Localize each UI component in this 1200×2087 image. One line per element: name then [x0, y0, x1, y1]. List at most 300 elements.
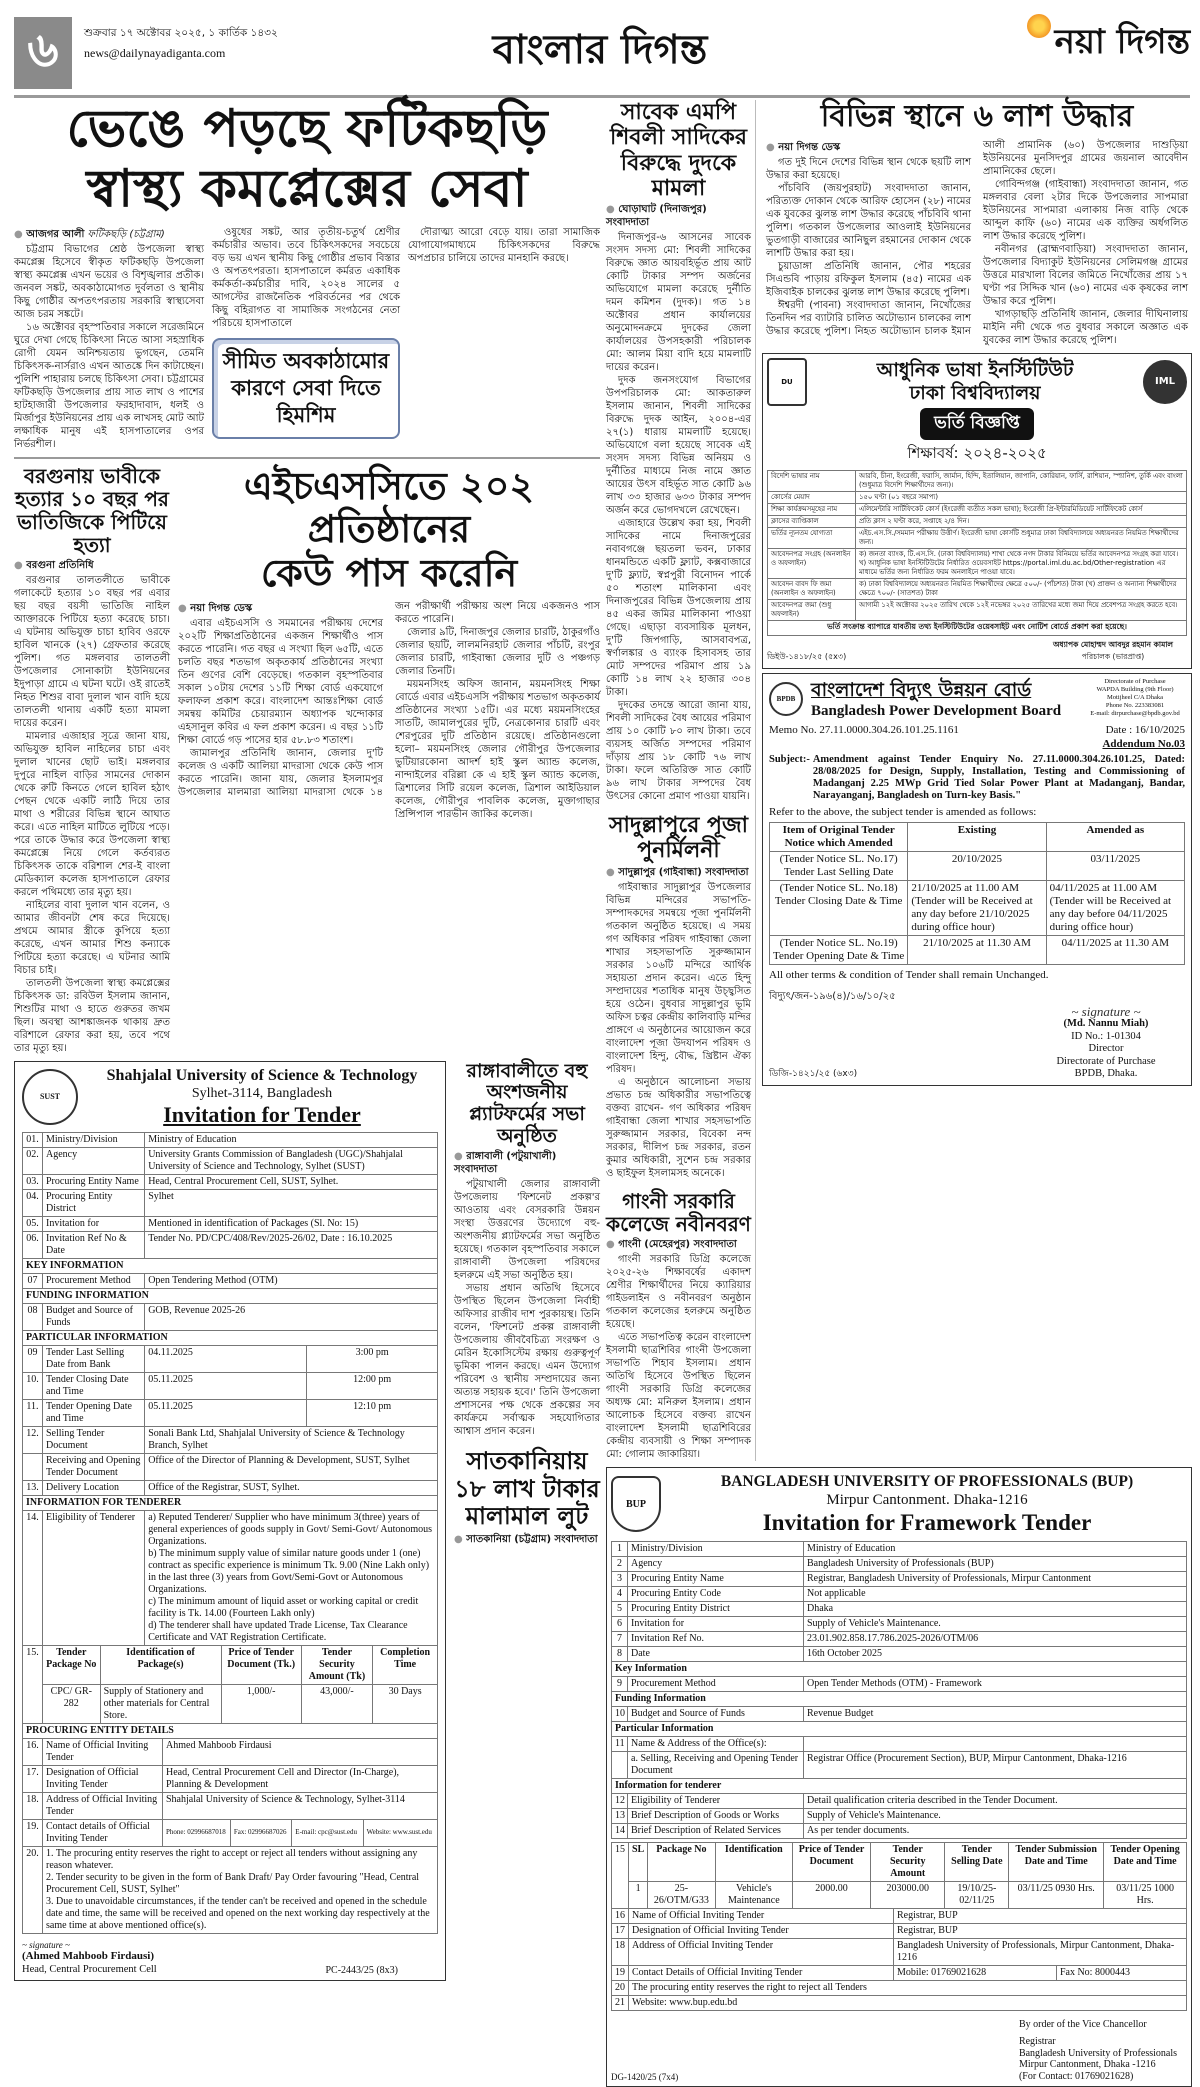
table-cell: 08	[23, 1303, 43, 1330]
article-gangni	[606, 1190, 751, 1461]
table-cell: 05.11.2025	[145, 1399, 307, 1426]
table-header: Completion Time	[373, 1645, 438, 1684]
table-cell: 5	[612, 1601, 628, 1616]
text-line: Mirpur Cantonment, Dhaka -1216	[1018, 2059, 1156, 2071]
table-cell	[612, 1751, 628, 1778]
paragraph: তালতলী উপজেলা স্বাস্থ্য কমপ্লেক্সের চিকিৎসক ডা: রবিউল ইসলাম জানান, শিশুটির মাথা ও হাতে গুরুতর জখম ছিল। অবস্থা আশঙ্কাজনক থাকায় দ্রুত বরিশালে রেফার করা হয়, তবে পথে তার মৃত্যু হয়।	[14, 977, 170, 1054]
table-row	[23, 1765, 438, 1792]
bup-package-table	[611, 1842, 1187, 1909]
table-row	[612, 1995, 1187, 2010]
table-cell: 03/11/25 1000 Hrs.	[1104, 1881, 1187, 1908]
table-cell: কোর্সের মেয়াদ	[768, 491, 856, 503]
table-cell: Open Tender Methods (OTM) - Framework	[804, 1676, 1187, 1691]
table-row	[23, 1303, 438, 1330]
table-cell: (Tender Notice SL. No.18) Tender Closing Date & Time	[770, 880, 908, 935]
table-row	[768, 470, 1187, 491]
table-header: Price of Tender Document	[793, 1842, 871, 1881]
table-row	[612, 1980, 1187, 1995]
rangabali-text	[454, 1178, 600, 1438]
table-row	[23, 1273, 438, 1288]
text-line: Registrar	[1018, 2036, 1056, 2048]
table-cell: 12	[612, 1793, 628, 1808]
paragraph: খাগড়াছড়ি প্রতিনিধি জানান, জেলার দীঘিনালায় মাইনি নদী থেকে গত বুধবার সকালে অজ্ঞাত এক যুবকের লাশ উদ্ধার করেছে পুলিশ।	[983, 308, 1188, 346]
table-cell: Agency	[628, 1556, 804, 1571]
table-cell: 01.	[23, 1132, 43, 1147]
table-row	[23, 1174, 438, 1189]
table-cell: 13	[612, 1808, 628, 1823]
paragraph: জেলার ৯টি, দিনাজপুর জেলার চারটি, ঠাকুরগাঁও জেলার ছয়টি, লালমনিরহাট জেলার পাঁচটি, রংপুর জেলার চারটি, গাইবান্ধা জেলার দুটি ও পঞ্চগড় জেলার তিনটি।	[395, 626, 600, 677]
subject-label: Subject:-	[769, 753, 810, 765]
table-row	[612, 1616, 1187, 1631]
section-heading: PARTICULAR INFORMATION	[23, 1330, 438, 1345]
lead-callout-box: সীমিত অবকাঠামোর কারণে সেবা দিতে হিমশিম	[212, 338, 400, 440]
table-cell: Registrar, BUP	[894, 1923, 1187, 1938]
table-row	[768, 599, 1187, 620]
table-cell: 30 Days	[373, 1684, 438, 1723]
table-cell: আগামী ১২ই অক্টোবর ২০২৫ তারিখ থেকে ১২ই নভেম্বর ২০২৫ তারিখের মধ্যে জমা দিয়ে প্রবেশপত্র সংগ্রহ করতে হবে।	[856, 599, 1187, 620]
shibli-text	[606, 231, 751, 803]
article-bodies-recovered	[762, 100, 1192, 347]
table-cell: Supply of Vehicle's Maintenance.	[804, 1616, 1187, 1631]
paragraph: দিনাজপুর-৬ আসনের সাবেক সংসদ সদস্য মো: শিবলী সাদিকের বিরুদ্ধে জ্ঞাত আয়বহির্ভূত প্রায় আট কোটি টাকার সম্পদ অর্জনের অভিযোগে মামলা করেছে দুর্নীতি দমন কমিশন (দুদক)। গত ১৪ অক্টোবর প্রধান কার্যালয়ের অনুমোদনক্রমে দুদকের জেলা কার্যালয়ের উপসহকারী পরিচালক মো: আলম মিয়া বাদি হয়ে মামলাটি দায়ের করেন।	[606, 232, 751, 374]
issue-date: শুক্রবার ১৭ অক্টোবর ২০২৫, ১ কার্তিক ১৪৩২	[84, 27, 278, 39]
table-cell: আবেদনপত্র সংগ্রহ (অনলাইন ও অফলাইন)	[768, 548, 856, 578]
paragraph: গাংনী সরকারি ডিগ্রি কলেজে ২০২৫-২৬ শিক্ষাবর্ষের একাদশ শ্রেণীর শিক্ষার্থীদের নিয়ে ক্যারিয়ার গাইডলাইন ও নবীনবরণ অনুষ্ঠান গতকাল কলেজের হলরুমে অনুষ্ঠিত হয়েছে।	[606, 1253, 751, 1330]
table-cell: আরবি, চীনা, ইংরেজী, ফরাসি, জার্মান, হিন্দি, ইতালিয়ান, জাপানি, কোরিয়ান, ফার্সি, রাশিয়ান, স্প্যানিশ, তুর্কি এবং বাংলা (শুধুমাত্র বিদেশি শিক্ষার্থীদের জন্য)।	[856, 470, 1187, 491]
bpdb-closing: All other terms & condition of Tender shall remain Unchanged.	[769, 968, 1049, 981]
paragraph: দৌরাত্ম্য আরো বেড়ে যায়। তারা সামাজিক যোগাযোগমাধ্যমে চিকিৎসকদের বিরুদ্ধে অপপ্রচার চালিয়ে তাদের মানহানি করছে।	[408, 226, 600, 264]
table-cell: Invitation for	[628, 1616, 804, 1631]
table-row	[612, 1691, 1187, 1706]
table-cell: 2000.00	[793, 1881, 871, 1908]
table-cell: Designation of Official Inviting Tender	[629, 1923, 894, 1938]
bpdb-code: ডিজি-১৪২১/২৫ (৬x৩)	[769, 1068, 858, 1079]
text-line: BPDB, Dhaka.	[1074, 1068, 1138, 1079]
borguna-byline: ● বরগুনা প্রতিনিধি	[14, 559, 170, 572]
paragraph: পটুয়াখালী জেলার রাঙ্গাবালী উপজেলায় 'ফিশনেট প্রকল্প'র আওতায় এবং বেসরকারি উন্নয়ন সংস্থা উত্তরণের উদ্যোগে বহু-অংশজনীয় প্ল্যাটফর্মের সভা অনুষ্ঠিত হয়েছে। গতকাল বৃহস্পতিবার সকালে রাঙ্গাবালী উপজেলা পরিষদের হলরুমে এই সভা অনুষ্ঠিত হয়।	[454, 1178, 600, 1281]
table-row	[612, 1631, 1187, 1646]
table-cell: Head, Central Procurement Cell, SUST, Sylhet.	[145, 1174, 438, 1189]
bup-address: Mirpur Cantonment. Dhaka-1216	[826, 1491, 1028, 1508]
table-cell: Open Tendering Method (OTM)	[145, 1273, 438, 1288]
table-cell: Supply of Vehicle's Maintenance.	[804, 1808, 1187, 1823]
table-cell: Eligibility of Tenderer	[43, 1510, 145, 1645]
table-cell: 10	[612, 1706, 628, 1721]
bup-tender-ad	[606, 1467, 1192, 2087]
table-cell: 1	[612, 1541, 628, 1556]
table-cell: 05.11.2025	[145, 1372, 307, 1399]
bpdb-signatory: (Md. Nannu Miah)	[1063, 1018, 1149, 1029]
borguna-headline: বরগুনায় ভাবীকে হত্যার ১০ বছর পর ভাতিজিকে পিটিয়ে হত্যা	[15, 463, 169, 557]
table-cell: ক) জনতা ব্যাংক, টি.এস.সি. (ঢাকা বিশ্ববিদ্যালয়) শাখা থেকে নগদ টাকার বিনিময়ে ভর্তির আবেদনপত্র সংগ্রহ করা যাবে। খ) আধুনিক ভাষা ইনস্টিটিউটের নির্ধারিত ওয়েবসাইট https://portal.iml.du.ac.bd/Other-registration এর মাধ্যমে ভর্তির জন্য নির্ধারিত ফরম অনলাইনে পাওয়া যাবে।	[856, 548, 1187, 578]
du-ad-code: ডিইউ-১৪১৮/২৫ (৫x৩)	[767, 651, 847, 661]
text-line: ID No.: 1-01304	[1071, 1030, 1141, 1042]
table-row	[23, 1645, 438, 1684]
table-cell: প্রতি ক্লাস ২ ঘণ্টা করে, সপ্তাহে ২/৪ দিন।	[856, 515, 1187, 527]
bup-sig-lines	[1019, 2036, 1177, 2082]
table-cell: 8	[612, 1646, 628, 1661]
lead-headline-line2: স্বাস্থ্য কমপ্লেক্সের সেবা	[86, 158, 528, 219]
table-header: Tender Selling Date	[945, 1842, 1009, 1881]
table-cell: a. Selling, Receiving and Opening Tender Document	[628, 1751, 804, 1778]
table-cell: Agency	[43, 1147, 145, 1174]
table-row	[23, 1495, 438, 1510]
table-cell: Date	[628, 1646, 804, 1661]
table-cell: 25-26/OTM/G33	[648, 1881, 715, 1908]
table-row	[612, 1881, 1187, 1908]
table-cell: Eligibility of Tenderer	[628, 1793, 804, 1808]
table-cell: Budget and Source of Funds	[43, 1303, 145, 1330]
table-cell: Registrar, Bangladesh University of Professionals, Mirpur Cantonment	[804, 1571, 1187, 1586]
table-cell: 16	[612, 1908, 629, 1923]
table-cell: Website: www.sust.edu	[363, 1819, 437, 1846]
du-signatory: অধ্যাপক মোহাম্মদ আবদুর রহমান কামাল	[1052, 639, 1173, 649]
section-heading: KEY INFORMATION	[23, 1258, 438, 1273]
table-cell: আবেদনপত্র জমা (শুধু অফলাইন)	[768, 599, 856, 620]
table-cell: Supply of Stationery and other materials for Central Store.	[100, 1684, 221, 1723]
table-row	[768, 515, 1187, 527]
text-line: Phone No. 223383081	[1105, 701, 1165, 709]
paragraph: পাঁচবিবি (জয়পুরহাট) সংবাদদাতা জানান, পরিত্যক্ত দোকান থেকে আরিফ হোসেন (২৮) নামের এক যুবকের ঝুলন্ত লাশ উদ্ধার করেছে পাঁচবিবি থানা পুলিশ। গতকাল উপজেলার আওলাই ইউনিয়নের ভুতগাড়ী বাজারের আনিছুল রহমানের দোকান থেকে লাশটি উদ্ধার করা হয়।	[766, 182, 971, 259]
bup-logo-icon: BUP	[611, 1476, 661, 1532]
table-row	[23, 1792, 438, 1819]
table-cell: Name & Address of the Office(s):	[628, 1736, 804, 1751]
lead-col-2	[212, 226, 400, 448]
table-row	[612, 1661, 1187, 1676]
paragraph: সভায় প্রধান অতিথি হিসেবে উপস্থিত ছিলেন উপজেলা নির্বাহী অফিসার রাজীব দাশ পুরকায়স্থ। তিনি বলেন, 'ফিশনেট প্রকল্প রাঙ্গাবালী উপজেলায় জীববৈচিত্র্য সংরক্ষণ ও মেরিন ইকোসিস্টেম রক্ষায় গুরুত্বপূর্ণ ভূমিকা পালন করছে। এমন উদ্যোগ পরিবেশ ও স্থানীয় সম্প্রদায়ের জন্য অত্যন্ত সহায়ক হবে।' তিনি উপজেলা প্রশাসনের পক্ষ থেকে প্রকল্পের সব কার্যক্রমে সর্বাত্মক সহযোগিতার আশ্বাস প্রদান করেন।	[454, 1282, 600, 1437]
table-row	[770, 851, 1185, 880]
lead-col2-text	[212, 226, 400, 330]
table-cell: 21	[612, 1995, 629, 2010]
table-cell: Brief Description of Goods or Works	[628, 1808, 804, 1823]
table-cell: 20.	[23, 1846, 43, 1933]
table-cell: 03.	[23, 1174, 43, 1189]
lead-article	[14, 100, 600, 451]
bup-info-table	[611, 1541, 1187, 1839]
table-cell: 04/11/2025 at 11.30 AM	[1046, 935, 1184, 964]
table-cell: Website: www.bup.edu.bd	[629, 1995, 1187, 2010]
paragraph: দুদক জনসংযোগ বিভাগের উপপরিচালক মো: আকতারুল ইসলাম জানান, শিবলী সাদিকের বিরুদ্ধে দুদক আইন, ২০০৪-এর ২৭(১) ধারায় মামলাটি হয়েছে। অভিযোগে বলা হয়েছে সাবেক এই সংসদ সদস্য বিভিন্ন অনিয়ম ও দুর্নীতির মাধ্যমে নিজ নামে জ্ঞাত আয়ের উৎস বহির্ভূত সাত কোটি ৯৬ লাখ ৩৩ হাজার ৬৩৩ টাকার সম্পদ অর্জন করে ভোগদখলে রেখেছেন।	[606, 375, 751, 517]
table-cell: 11	[612, 1736, 628, 1751]
table-cell: 19.	[23, 1819, 43, 1846]
section-heading: FUNDING INFORMATION	[23, 1288, 438, 1303]
table-header: Existing	[908, 822, 1046, 851]
bup-official-table	[611, 1908, 1187, 2011]
text-line: WAPDA Building (9th Floor)	[1096, 685, 1174, 693]
bup-signature-block	[1019, 2019, 1177, 2083]
header-rule	[14, 95, 1190, 98]
bpdb-address	[1085, 678, 1185, 718]
table-row	[612, 1938, 1187, 1965]
table-row	[768, 527, 1187, 548]
table-row	[23, 1684, 438, 1723]
table-cell: 15	[612, 1842, 629, 1908]
table-cell: Invitation for	[43, 1216, 145, 1231]
table-cell: (Tender Notice SL. No.17) Tender Last Selling Date	[770, 851, 908, 880]
section-heading: Key Information	[612, 1661, 1187, 1676]
sust-info-table	[22, 1132, 438, 1646]
bpdb-sig-lines	[1031, 1031, 1181, 1081]
sust-title: Invitation for Tender	[163, 1101, 361, 1127]
table-row	[768, 503, 1187, 515]
table-cell: 02.	[23, 1147, 43, 1174]
paragraph: এতে সভাপতিত্ব করেন বাংলাদেশ ইসলামী ছাত্রশিবির গাংনী উপজেলা সভাপতি শিহাব ইসলাম। প্রধান অতিথি হিসেবে উপস্থিত ছিলেন গাংনী সরকারি ডিগ্রি কলেজের অধ্যক্ষ মো: মনিরুল ইসলাম। প্রধান আলোচক হিসেবে বক্তব্য রাখেন বাংলাদেশ ইসলামী ছাত্রশিবিরের কেন্দ্রীয় ব্যবসায়ী ও শিক্ষা সম্পাদক মো: গোলাম জাকারিয়া।	[606, 1331, 751, 1460]
table-cell: Delivery Location	[43, 1480, 145, 1495]
table-cell: Selling Tender Document	[43, 1426, 145, 1453]
table-row	[23, 1723, 438, 1738]
table-row	[23, 1480, 438, 1495]
du-ad-table	[767, 470, 1187, 621]
table-cell: 4	[612, 1586, 628, 1601]
section-heading: Funding Information	[612, 1691, 1187, 1706]
text-line: (For Contact: 01769021628)	[1018, 2070, 1134, 2082]
table-header: SL	[629, 1842, 648, 1881]
du-ad-session: শিক্ষাবর্ষ: ২০২৪-২০২৫	[907, 443, 1047, 462]
table-cell: Ministry of Education	[804, 1541, 1187, 1556]
article-sadullapur	[606, 813, 751, 1180]
table-cell: Tender Closing Date and Time	[43, 1372, 145, 1399]
table-header: Tender Submission Date and Time	[1009, 1842, 1104, 1881]
paragraph: চুয়াডাঙ্গা প্রতিনিধি জানান, পৌর শহরের সিএন্ডবি পাড়ায় রফিকুল ইসলাম (৪৫) নামের এক ইজিবাইক চালকের ঝুলন্ত লাশ উদ্ধার করেছে পুলিশ।	[766, 260, 971, 298]
table-header: Package No	[648, 1842, 715, 1881]
bodies-headline: বিভিন্ন স্থানে ৬ লাশ উদ্ধার	[820, 99, 1134, 134]
sust-logo-icon: SUST	[22, 1069, 78, 1125]
table-cell: Bangladesh University of Professionals (BUP)	[804, 1556, 1187, 1571]
paragraph: ১৬ অক্টোবর বৃহস্পতিবার সকালে সরেজমিনে ঘুরে দেখা গেছে চিকিৎসা নিতে আসা সহস্রাধিক রোগী যেমন অনিশ্চয়তায় ভুগছেন, তেমনি চিকিৎসক-নার্সরাও এখন আতঙ্কে দিন কাটাচ্ছেন। পুলিশি পাহারায় চলছে চিকিৎসা সেবা। চট্টগ্রামের ফটিকছড়ি উপজেলার প্রায় সাত লাখ ও পাশের হাটহাজারী উপজেলার ফরহাদাবাদ, ধলই ও মির্জাপুর ইউনিয়নের প্রায় এক লাখসহ মোট আট লক্ষাধিক মানুষ এই হাসপাতালের ওপর নির্ভরশীল।	[14, 321, 204, 450]
sadullapur-headline: সাদুল্লাপুরে পূজা পুনর্মিলনী	[608, 813, 749, 864]
table-cell: Detail qualification criteria described in the Tender Document.	[804, 1793, 1187, 1808]
table-cell: University Grants Commission of Bangladesh (UGC)/Shahjalal University of Science and Technology, Sylhet (SUST)	[145, 1147, 438, 1174]
text-line: Motijheel C/A Dhaka	[1107, 693, 1163, 701]
table-cell: (Tender Notice SL. No.19) Tender Opening Date & Time	[770, 935, 908, 964]
gangni-byline: ● গাংনী (মেহেরপুর) সংবাদদাতা	[606, 1238, 751, 1251]
table-row	[23, 1426, 438, 1453]
table-row	[23, 1132, 438, 1147]
table-header: Identification	[715, 1842, 793, 1881]
table-cell: Shahjalal University of Science & Technology, Sylhet-3114	[163, 1792, 438, 1819]
table-row	[612, 1751, 1187, 1778]
table-row	[612, 1793, 1187, 1808]
gangni-text	[606, 1253, 751, 1461]
article-rangabali	[454, 1061, 600, 1438]
table-cell: 20/10/2025	[908, 851, 1046, 880]
table-cell: এইচ.এস.সি./সমমান পরীক্ষায় উত্তীর্ণ। ইংরেজী ভাষা কোর্সটি শুধুমাত্র ঢাকা বিশ্ববিদ্যালয়ে অধ্যয়নরত নিয়মিত শিক্ষার্থীদের জন্য।	[856, 527, 1187, 548]
table-cell: Budget and Source of Funds	[628, 1706, 804, 1721]
page-number: ৬	[14, 17, 72, 89]
bodies-text	[766, 139, 1188, 347]
table-cell: Contact Details of Official Inviting Tender	[629, 1965, 894, 1980]
bpdb-amendment-table	[769, 822, 1185, 965]
du-ad-title-2: ঢাকা বিশ্ববিদ্যালয়	[909, 381, 1041, 404]
right-section	[606, 100, 1192, 2087]
table-cell: 04/11/2025 at 11.00 AM (Tender will be Received at any day before 04/11/2025 during office hour)	[1046, 880, 1184, 935]
sust-entity-table	[22, 1723, 438, 1934]
table-row	[612, 1601, 1187, 1616]
bup-order: By order of the Vice Chancellor	[1018, 2018, 1147, 2030]
table-cell: Invitation Ref No & Date	[43, 1231, 145, 1258]
table-row	[23, 1399, 438, 1426]
table-cell	[23, 1453, 43, 1480]
shibli-byline: ● ঘোড়াঘাট (দিনাজপুর) সংবাদদাতা	[606, 203, 751, 229]
lead-headline-line1: ভেঙে পড়ছে ফটিকছড়ি	[66, 99, 548, 159]
newspaper-logo: নয়া দিগন্ত	[1054, 22, 1190, 62]
section-rule	[14, 457, 600, 459]
du-logo-icon: DU	[767, 358, 807, 406]
table-cell: Vehicle's Maintenance	[715, 1881, 793, 1908]
table-cell: 21/10/2025 at 11.00 AM (Tender will be Received at any day before 21/10/2025 during office hour)	[908, 880, 1046, 935]
table-cell: 20	[612, 1980, 629, 1995]
table-row	[23, 1330, 438, 1345]
du-ad-note: ভর্তি সংক্রান্ত ব্যাপারে যাবতীয় তথ্য ইনস্টিটিউটের ওয়েবসাইট এবং নোটিশ বোর্ডে প্রকাশ করা হয়েছে।	[767, 621, 1187, 636]
sadullapur-text	[606, 881, 751, 1180]
table-row	[23, 1372, 438, 1399]
table-cell: GOB, Revenue 2025-26	[145, 1303, 438, 1330]
table-row	[768, 548, 1187, 578]
table-header: Amended as	[1046, 822, 1184, 851]
table-row	[23, 1189, 438, 1216]
table-row	[768, 578, 1187, 599]
table-row	[23, 1231, 438, 1258]
table-cell	[804, 1736, 1187, 1751]
table-cell: 16th October 2025	[804, 1646, 1187, 1661]
du-ad-title-1: আধুনিক ভাষা ইনস্টিটিউট	[876, 358, 1074, 381]
byline-name: আজগর আলী	[26, 228, 85, 240]
table-cell: 7	[612, 1631, 628, 1646]
table-cell: Tender Opening Date and Time	[43, 1399, 145, 1426]
table-cell: Revenue Budget	[804, 1706, 1187, 1721]
table-row	[612, 1676, 1187, 1691]
sust-package-table	[22, 1645, 438, 1724]
table-cell: Address of Official Inviting Tender	[629, 1938, 894, 1965]
table-cell: 14.	[23, 1510, 43, 1645]
table-cell: শিক্ষা কার্যক্রমসমূহের নাম	[768, 503, 856, 515]
bpdb-addendum-no: Addendum No.03	[1102, 737, 1185, 750]
sust-signature-mark-icon: ~ signature ~	[22, 1939, 70, 1950]
table-cell: 12.	[23, 1426, 43, 1453]
table-cell: Procuring Entity District	[43, 1189, 145, 1216]
table-row	[23, 1510, 438, 1645]
bpdb-name-en: Bangladesh Power Development Board	[811, 702, 1062, 719]
table-row	[612, 1736, 1187, 1751]
table-cell: 06.	[23, 1231, 43, 1258]
lead-col-1	[14, 226, 204, 451]
table-cell: 3:00 pm	[307, 1345, 438, 1372]
hsc-text	[178, 600, 600, 821]
table-cell: বিদেশি ভাষার নাম	[768, 470, 856, 491]
contact-email[interactable]: news@dailynayadiganta.com	[84, 46, 226, 60]
table-cell: 11.	[23, 1399, 43, 1426]
paragraph: ঈশ্বরদী (পাবনা) সংবাদদাতা জানান, নিখোঁজের তিনদিন পর ব্যাটারি চালিত অটোভ্যান চালকের লাশ উদ্ধার করেছে পুলিশ। নিহত অটোভ্যান চালক ইমান আলী প্রামানিক (৬০) উপজেলার দাশুড়িয়া ইউনিয়নের মুনসিদপুর গ্রামের জয়নাল আবেদীন প্রামানিকের ছেলে।	[766, 139, 1188, 337]
table-cell: E-mail: cpc@sust.edu	[292, 1819, 363, 1846]
table-cell: 16.	[23, 1738, 43, 1765]
paragraph: গত দুই দিনে দেশের বিভিন্ন স্থান থেকে ছয়টি লাশ উদ্ধার করা হয়েছে।	[766, 156, 971, 181]
table-cell: Ministry/Division	[628, 1541, 804, 1556]
table-row	[23, 1819, 438, 1846]
table-cell: Ministry of Education	[145, 1132, 438, 1147]
table-cell: Fax: 02996687026	[230, 1819, 291, 1846]
table-cell: Phone: 02996687018	[163, 1819, 231, 1846]
satkania-headline: সাতকানিয়ায় ১৮ লাখ টাকার মালামাল লুট	[454, 1446, 600, 1531]
table-cell: 2	[612, 1556, 628, 1571]
bup-code: DG-1420/25 (7x4)	[611, 2072, 679, 2083]
table-row	[612, 1842, 1187, 1881]
table-cell: 19/10/25-02/11/25	[945, 1881, 1009, 1908]
rangabali-headline: রাঙ্গাবালীতে বহু অংশজনীয় প্ল্যাটফর্মের সভা অনুষ্ঠিত	[466, 1059, 588, 1148]
table-cell: Name of Official Inviting Tender	[629, 1908, 894, 1923]
table-cell: 21/10/2025 at 11.30 AM	[908, 935, 1046, 964]
table-cell: 43,000/-	[301, 1684, 373, 1723]
sust-signatory: (Ahmed Mahboob Firdausi)	[22, 1949, 155, 1962]
table-row	[770, 935, 1185, 964]
table-cell: 18.	[23, 1792, 43, 1819]
table-row	[23, 1453, 438, 1480]
table-row	[23, 1846, 438, 1933]
table-cell: Office of the Director of Planning & Development, SUST, Sylhet	[145, 1453, 438, 1480]
table-cell: Bangladesh University of Professionals, Mirpur Cantonment, Dhaka-1216	[894, 1938, 1187, 1965]
lead-col1-text	[14, 243, 204, 451]
table-cell: 19	[612, 1965, 629, 1980]
table-cell: Designation of Official Inviting Tender	[43, 1765, 163, 1792]
table-cell: 09	[23, 1345, 43, 1372]
table-cell: Procurement Method	[43, 1273, 145, 1288]
table-header: Tender Security Amount (Tk)	[301, 1645, 373, 1684]
table-header: Identification of Package(s)	[100, 1645, 221, 1684]
paragraph: নবীনগর (ব্রাহ্মণবাড়িয়া) সংবাদদাতা জানান, উপজেলার বিদ্যাকুট ইউনিয়নের সেলিমগঞ্জ গ্রামের উত্তরে মারখালা বিলের জমিতে নিখোঁজের প্রায় ১৭ ঘণ্টা পর সিদ্দিক খান (৬০) নামের এক কৃষকের লাশ উদ্ধার করে পুলিশ।	[983, 243, 1188, 307]
text-line: Directorate of Purchase	[1056, 1055, 1156, 1067]
table-row	[768, 491, 1187, 503]
table-cell: 9	[612, 1676, 628, 1691]
table-cell: 13.	[23, 1480, 43, 1495]
table-cell: 14	[612, 1823, 628, 1838]
sust-tender-ad	[14, 1061, 446, 1981]
table-row	[612, 1721, 1187, 1736]
table-cell: 10.	[23, 1372, 43, 1399]
rangabali-byline: ● রাঙ্গাবালী (পটুয়াখালী) সংবাদদাতা	[454, 1150, 600, 1176]
table-row	[23, 1147, 438, 1174]
table-row	[612, 1965, 1187, 1980]
du-signatory-title: পরিচালক (ভারপ্রাপ্ত)	[1081, 651, 1145, 661]
article-shibli	[606, 100, 751, 803]
table-cell: Tender No. PD/CPC/408/Rev/2025-26/02, Date : 16.10.2025	[145, 1231, 438, 1258]
table-cell: 3	[612, 1571, 628, 1586]
paragraph: বরগুনার তালতলীতে ভাবীকে গলাকেটে হত্যার ১০ বছর পর এবার ছয় বছর বয়সী ভাতিজি নাহিল আক্তারকে পিটিয়ে হত্যা করেছে চাচা। এ ঘটনায় অভিযুক্ত চাচা হাবিব ওরফে হাবিল খানকে (২৭) গ্রেফতার করেছে পুলিশ। গত মঙ্গলবার তালতলী উপজেলার সোনাকাটা ইউনিয়নের ইদুপাড়া গ্রামে এ ঘটনা ঘটে। ওই রাতেই নিহত শিশুর বাবা দুলাল খান বাদি হয়ে তালতলী থানায় একটি হত্যা মামলা দায়ের করেন।	[14, 574, 170, 729]
table-row	[612, 1586, 1187, 1601]
table-cell: Dhaka	[804, 1601, 1187, 1616]
borguna-text	[14, 574, 170, 1055]
table-row	[612, 1646, 1187, 1661]
paragraph: জামালপুর প্রতিনিধি জানান, জেলার দু'টি কলেজ ও একটি আলিয়া মাদরাসা থেকে কেউ পাস করতে পারেনি। জানা যায়, জেলার ইসলামপুর উপজেলার মালমারা আলিয়া মাদরাসা থেকে ১৪ জন পরীক্ষার্থী পরীক্ষায় অংশ নিয়ে একজনও পাস করতে পারেনি।	[178, 600, 600, 798]
table-row	[770, 880, 1185, 935]
table-cell: 03/11/25 0930 Hrs.	[1009, 1881, 1104, 1908]
paragraph: গাইবান্ধার সাদুল্লাপুর উপজেলার বিভিন্ন মন্দিরের সভাপতি-সম্পাদকদের সমন্বয়ে পূজা পুনর্মিলনী গতকাল অনুষ্ঠিত হয়েছে। এ সময় গণ অধিকার পরিষদ গাইবান্ধা জেলা শাখার সহসভাপতি সুরুজ্জামান সরকার ১০৬টি মন্দিরে আর্থিক সহায়তা প্রদান করেন। এতে হিন্দু সম্প্রদায়ের শতাধিক মানুষ উচ্ছ্বসিত হয়ে ওঠেন। বুধবার সাদুল্লাপুর ভূমি অফিস চত্বর কেন্দ্রীয় কালিবাড়ি মন্দির প্রাঙ্গণে এ অনুষ্ঠানের আয়োজন করে বাংলাদেশ পূজা উদযাপন পরিষদ ও বাংলাদেশ হিন্দু, বৌদ্ধ, খ্রিষ্টান ঐক্য পরিষদ।	[606, 881, 751, 1075]
bpdb-name-bn: বাংলাদেশ বিদ্যুৎ উন্নয়ন বোর্ড	[811, 678, 1032, 701]
table-cell: Mentioned in identification of Packages (Sl. No: 15)	[145, 1216, 438, 1231]
bpdb-date: Date : 16/10/2025	[1105, 723, 1185, 736]
byline-place: ফটিকছড়ি (চট্টগ্রাম)	[84, 228, 165, 240]
table-row	[612, 1778, 1187, 1793]
text-line: E-mail: dirpurchase@bpdb.gov.bd	[1090, 709, 1180, 717]
table-cell: Procuring Entity Name	[628, 1571, 804, 1586]
table-cell: The procuring entity reserves the right to reject all Tenders	[629, 1980, 1187, 1995]
paragraph: নাহিলের বাবা দুলাল খান বলেন, ও আমার জীবনটা শেষ করে দিয়েছে। প্রথমে আমার স্ত্রীকে কুপিয়ে হত্যা করেছে, এখন আমার শিশু কন্যাকে পিটিয়ে হত্যা করেছে। এ ঘটনার আমি বিচার চাই।	[14, 899, 170, 976]
paragraph: মামলার এজাহার সূত্রে জানা যায়, অভিযুক্ত হাবিল নাহিলের চাচা এবং দুলাল খানের ছোট ভাই। মঙ্গলবার দুপুরে নাহিল বাড়ির সামনের দোকান থেকে রুটি কিনতে গেলে হাবিল হঠাৎ পেছন থেকে একটি লাঠি দিয়ে তার মাথা ও শরীরের বিভিন্ন স্থানে আঘাত করে। এতে নাহিল মাটিতে লুটিয়ে পড়ে। পরে তাকে উদ্ধার করে উপজেলা স্বাস্থ্য কমপ্লেক্সে নিয়ে গেলে কর্তব্যরত চিকিৎসক তাকে বরিশাল শের-ই বাংলা মেডিক্যাল কলেজ হাসপাতালে রেফার করলে পথিমধ্যে তার মৃত্যু হয়।	[14, 730, 170, 898]
table-row	[23, 1738, 438, 1765]
table-cell: 203000.00	[871, 1881, 945, 1908]
newspaper-logo-group	[1027, 14, 1190, 63]
table-cell: Not applicable	[804, 1586, 1187, 1601]
table-cell: Brief Description of Related Services	[628, 1823, 804, 1838]
table-cell: ভর্তির ন্যূনতম যোগ্যতা	[768, 527, 856, 548]
